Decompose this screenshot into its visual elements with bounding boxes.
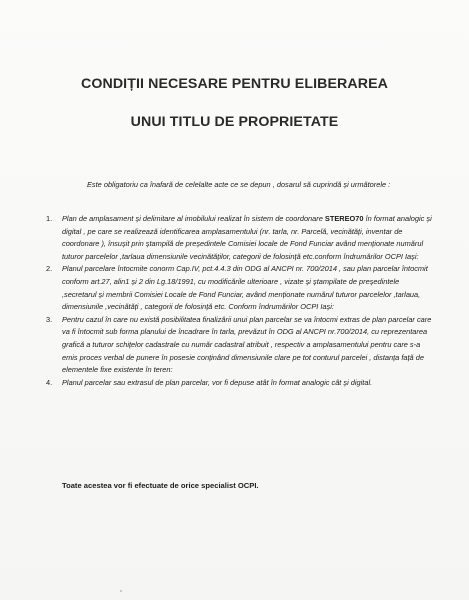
list-item: [46, 377, 434, 390]
title-line-2: UNUI TITLU DE PROPRIETATE: [130, 114, 339, 130]
list-item-number: 3.: [46, 314, 53, 324]
closing-statement: Toate acestea vor fi efectuate de orice specialist OCPI.: [62, 481, 259, 490]
list-item: [46, 314, 434, 377]
list-item-number: 1.: [46, 214, 53, 223]
scan-speck: [120, 590, 122, 592]
intro-paragraph: Este obligatoriu ca înafară de celelalte acte ce se depun , dosarul să cuprindă și următorele :: [87, 180, 391, 189]
list-item-bold: STEREO70: [324, 214, 364, 223]
list-item: [46, 213, 434, 263]
list-item-text: Pentru cazul în care nu există posibilitatea finalizării unui plan parcelar se va întocmi extras de plan parcelar care va fi întocmit sub forma planului de încadrare în tarla, prevăzut în ODG al ANCPI nr.700/2014, cu reprezentarea grafică a tuturor schițelor cadastrale cu număr cadastral atribuit , respectiv a amplasamentului pentru care s-a emis proces verbal de punere în posesie conținând dimensiunile clare pe tot conturul parcelei , distanța față de elementele fixe existente în teren:: [62, 314, 432, 375]
list-item-text: Planul parcelare întocmite conorm Cap.IV, pct.4.4.3 din ODG al ANCPI nr. 700/2014 , sau plan parcelar întocmit conform art.27, alin1 și 2 din Lg.18/1991, cu modificările ulterioare , vizate și ștampilate de președintele ,secretarul și membrii Comisiei Locale de Fond Funciar, având menționate numărul tuturor parcelelor ,tarlaua, dimensiunile ,vecinătăți , categorii de folosință etc. Conform îndrumărilor OCPI Iași:: [62, 264, 428, 312]
list-item-text: Planul parcelar sau extrasul de plan parcelar, vor fi depuse atât în format analogic cât și digital.: [62, 377, 373, 387]
title-line-1: CONDIȚII NECESARE PENTRU ELIBERAREA: [81, 76, 388, 92]
list-item-number: 4.: [46, 377, 53, 387]
list-item-text-continued: în format analogic și digital , pe care se realizează identificarea amplasamentului (nr. tarla, nr. Parcelă, vecinătăți, inventar de coordonare ), însușit prin ștampilă de președintele Comisiei locale de Fond Funciar având menționate numărul tuturor parcelelor ,tarlaua dimensiunile vecinătăților, categorii de folosință etc.conform îndrumărilor OCPI Iași:: [62, 214, 432, 261]
list-item: [46, 263, 434, 313]
list-item-text: Plan de amplasament și delimitare al imobilului realizat în sistem de coordonare: [62, 214, 325, 223]
conditions-list: [46, 213, 434, 389]
list-item-number: 2.: [46, 264, 53, 274]
